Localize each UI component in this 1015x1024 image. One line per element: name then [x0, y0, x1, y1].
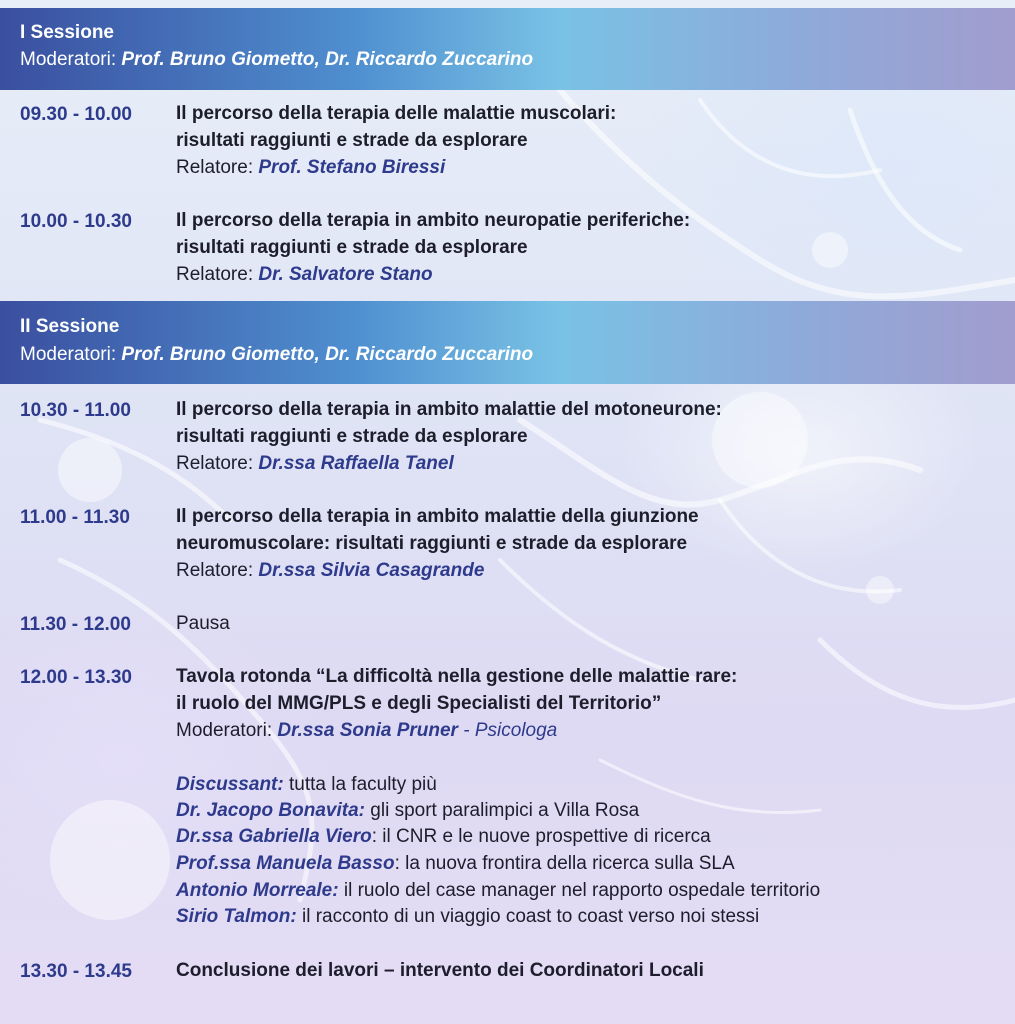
discussant-line [176, 851, 735, 877]
speaker-label: Relatore: [176, 560, 259, 581]
speaker-label: Relatore: [176, 453, 259, 474]
round-table-moderator [176, 718, 557, 744]
moderators-label: Moderatori: [20, 49, 122, 70]
moderator-role: - Psicologa [457, 720, 558, 741]
speaker-name: Dr.ssa Raffaella Tanel [258, 453, 454, 474]
discussant-line [176, 824, 711, 850]
talk-4-speaker [176, 558, 484, 584]
discussant-name: Dr. Jacopo Bonavita: [176, 800, 365, 821]
round-table-time: 12.00 - 13.30 [20, 667, 132, 688]
talk-2-title-line-1: Il percorso della terapia in ambito neuropatie periferiche: [176, 210, 691, 231]
moderators-label: Moderatori: [176, 720, 278, 741]
discussant-name: Dr.ssa Gabriella Viero [176, 826, 372, 847]
talk-1-title-line-2: risultati raggiunti e strade da esplorare [176, 130, 528, 151]
round-table-title-line-1: Tavola rotonda “La difficoltà nella gestione delle malattie rare: [176, 666, 738, 687]
discussant-line [176, 772, 437, 798]
talk-4-time: 11.00 - 11.30 [20, 507, 130, 528]
talk-4-title-line-2: neuromuscolare: risultati raggiunti e strade da esplorare [176, 533, 688, 554]
moderators-label: Moderatori: [20, 344, 122, 365]
session-2-moderators [20, 344, 533, 366]
discussant-line [176, 798, 639, 824]
moderators-names: Prof. Bruno Giometto, Dr. Riccardo Zuccarino [121, 344, 534, 365]
speaker-label: Relatore: [176, 157, 259, 178]
speaker-name: Prof. Stefano Biressi [258, 157, 446, 178]
talk-3-speaker [176, 451, 454, 477]
session-1-moderators [20, 49, 533, 71]
talk-3-time: 10.30 - 11.00 [20, 400, 131, 421]
talk-1-speaker [176, 155, 445, 181]
speaker-label: Relatore: [176, 264, 259, 285]
closing-label: Conclusione dei lavori – intervento dei Coordinatori Locali [176, 960, 704, 981]
discussant-name: Prof.ssa Manuela Basso [176, 853, 395, 874]
talk-1-time: 09.30 - 10.00 [20, 104, 132, 125]
session-2-title: II Sessione [20, 316, 120, 337]
discussant-text: il racconto di un viaggio coast to coast verso noi stessi [296, 906, 760, 927]
session-1-title: I Sessione [20, 22, 114, 43]
discussant-text: gli sport paralimpici a Villa Rosa [365, 800, 640, 821]
discussant-name: Discussant: [176, 774, 284, 795]
discussant-text: il ruolo del case manager nel rapporto ospedale territorio [338, 880, 821, 901]
round-table-title-line-2: il ruolo del MMG/PLS e degli Specialisti del Territorio” [176, 693, 662, 714]
discussant-name: Antonio Morreale: [176, 880, 339, 901]
talk-2-speaker [176, 262, 433, 288]
talk-4-title-line-1: Il percorso della terapia in ambito malattie della giunzione [176, 506, 699, 527]
session-2-header [0, 301, 1015, 384]
moderators-names: Prof. Bruno Giometto, Dr. Riccardo Zuccarino [121, 49, 534, 70]
discussant-text: : la nuova frontira della ricerca sulla SLA [394, 853, 735, 874]
pause-label: Pausa [176, 613, 230, 634]
talk-2-title-line-2: risultati raggiunti e strade da esplorare [176, 237, 528, 258]
discussant-line [176, 904, 759, 930]
closing-time: 13.30 - 13.45 [20, 961, 132, 982]
discussant-name: Sirio Talmon: [176, 906, 297, 927]
pause-time: 11.30 - 12.00 [20, 614, 131, 635]
speaker-name: Dr. Salvatore Stano [258, 264, 433, 285]
discussant-text: tutta la faculty più [283, 774, 437, 795]
talk-3-title-line-2: risultati raggiunti e strade da esplorare [176, 426, 528, 447]
talk-1-title-line-1: Il percorso della terapia delle malattie muscolari: [176, 103, 617, 124]
discussant-text: : il CNR e le nuove prospettive di ricerca [371, 826, 711, 847]
discussant-line [176, 878, 820, 904]
session-1-header [0, 8, 1015, 90]
moderator-name: Dr.ssa Sonia Pruner [277, 720, 458, 741]
talk-2-time: 10.00 - 10.30 [20, 211, 132, 232]
speaker-name: Dr.ssa Silvia Casagrande [258, 560, 485, 581]
talk-3-title-line-1: Il percorso della terapia in ambito malattie del motoneurone: [176, 399, 722, 420]
